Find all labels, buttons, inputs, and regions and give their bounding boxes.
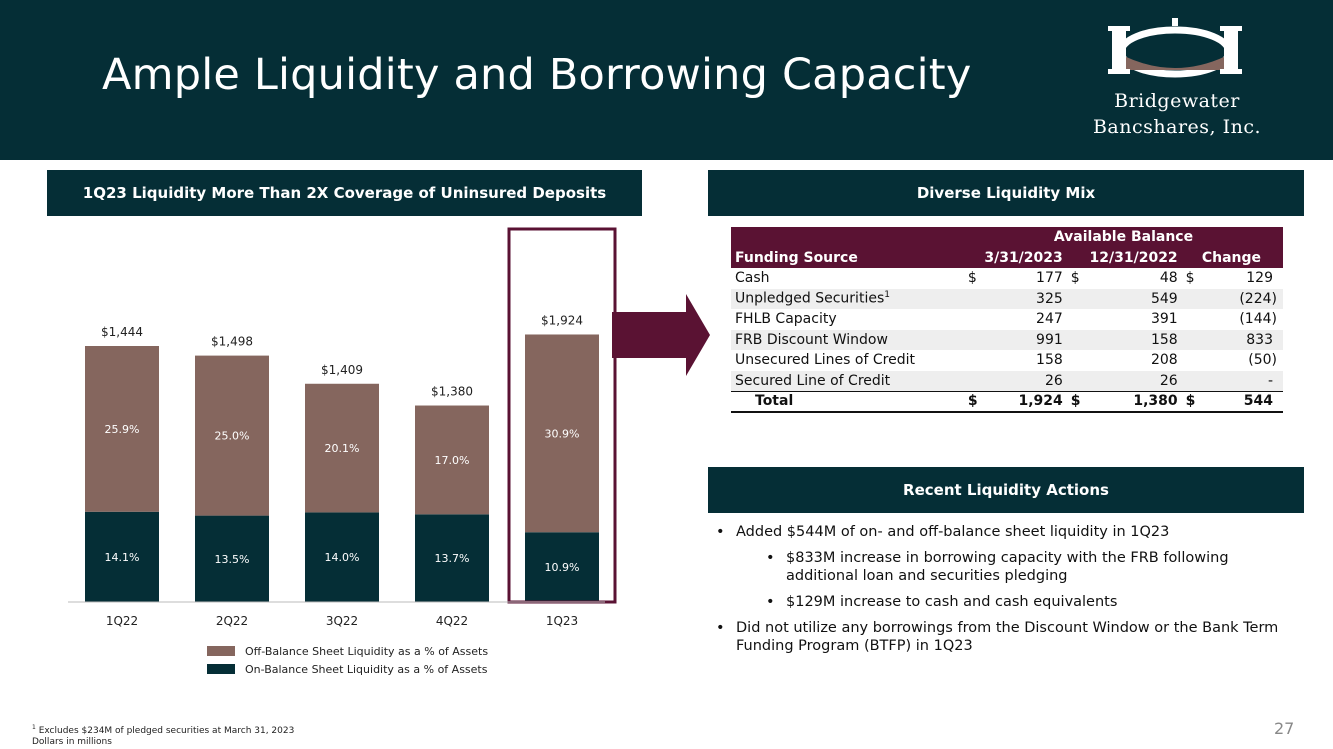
row-source: Unsecured Lines of Credit bbox=[735, 352, 915, 369]
legend-swatch-off-balance bbox=[207, 646, 235, 656]
header-bar bbox=[0, 0, 1333, 160]
row-currency bbox=[964, 371, 982, 392]
bullet-text: $129M increase to cash and cash equivalents bbox=[786, 594, 1118, 610]
liquidity-mix-table bbox=[731, 227, 1283, 413]
total-currency: $ bbox=[1182, 391, 1200, 412]
row-currency bbox=[964, 289, 982, 310]
x-tick-label: 2Q22 bbox=[215, 614, 249, 628]
row-source: Unpledged Securities$^1$ bbox=[731, 289, 964, 310]
legend-label-off-balance: Off-Balance Sheet Liquidity as a % of Assets bbox=[245, 644, 489, 658]
table-row bbox=[731, 371, 1283, 392]
legend-swatch-on-balance bbox=[207, 664, 235, 674]
data-label-total: $1,380 bbox=[431, 384, 473, 399]
page-number: 27 bbox=[1274, 719, 1295, 738]
table-total-row bbox=[731, 391, 1283, 412]
table-row bbox=[731, 268, 1283, 289]
right-arrow-icon bbox=[612, 294, 710, 376]
row-currency bbox=[1067, 350, 1085, 371]
data-label-total: $1,924 bbox=[541, 313, 583, 328]
liquidity-mix-title: Diverse Liquidity Mix bbox=[916, 184, 1096, 202]
x-tick-label: 1Q22 bbox=[105, 614, 139, 628]
bullet-text: Did not utilize any borrowings from the Discount Window or the Bank Term Funding Program (BTFP) in 1Q23 bbox=[736, 620, 1279, 654]
row-value-2022: 26 bbox=[1085, 371, 1182, 392]
row-currency bbox=[1182, 309, 1200, 330]
row-currency bbox=[1182, 371, 1200, 392]
row-currency bbox=[1182, 330, 1200, 351]
data-label-total: $1,409 bbox=[321, 362, 363, 377]
col-12-31-2022: 12/31/2022 bbox=[1067, 248, 1182, 269]
data-label-on-balance: 10.9% bbox=[544, 561, 580, 575]
table-row bbox=[731, 350, 1283, 371]
row-currency bbox=[964, 309, 982, 330]
table-row bbox=[731, 289, 1283, 310]
total-label: Total bbox=[731, 391, 964, 412]
row-currency bbox=[1067, 289, 1085, 310]
liquidity-actions-title: Recent Liquidity Actions bbox=[903, 481, 1109, 499]
row-value-2022: 549 bbox=[1085, 289, 1182, 310]
x-tick-label: 3Q22 bbox=[325, 614, 359, 628]
footnote bbox=[32, 722, 294, 748]
col-change: Change bbox=[1182, 248, 1283, 269]
data-label-on-balance: 14.0% bbox=[324, 551, 360, 565]
row-source: Secured Line of Credit bbox=[731, 371, 964, 392]
table-group-header-row bbox=[731, 227, 1283, 248]
total-currency: $ bbox=[1067, 391, 1085, 412]
bullet-icon: • bbox=[716, 620, 725, 636]
bullet-text: Added $544M of on- and off-balance sheet liquidity in 1Q23 bbox=[736, 524, 1170, 540]
liquidity-stacked-bar-chart bbox=[60, 220, 620, 635]
col-3-31-2023: 3/31/2023 bbox=[964, 248, 1067, 269]
list-item bbox=[766, 549, 1296, 585]
row-currency bbox=[1182, 289, 1200, 310]
row-currency: $ bbox=[1185, 270, 1195, 287]
logo-line-1: Bridgewater bbox=[1114, 90, 1240, 112]
row-value-change: (144) bbox=[1239, 311, 1277, 328]
row-value-2022: 48 bbox=[1159, 270, 1178, 287]
row-value-2022: 391 bbox=[1150, 311, 1178, 328]
row-value-2023: 247 bbox=[1036, 311, 1063, 328]
row-value-2023: 325 bbox=[982, 289, 1067, 310]
liquidity-actions-header bbox=[708, 467, 1304, 513]
bullet-text: $833M increase in borrowing capacity with the FRB following additional loan and securities pledging bbox=[786, 550, 1229, 584]
list-item bbox=[716, 619, 1296, 655]
x-tick-label: 4Q22 bbox=[435, 614, 469, 628]
data-label-off-balance: 25.0% bbox=[214, 429, 250, 443]
data-label-total: $1,498 bbox=[211, 334, 253, 349]
bullet-icon: • bbox=[766, 594, 775, 610]
data-label-on-balance: 13.7% bbox=[434, 552, 470, 566]
table-header-row bbox=[731, 248, 1283, 269]
row-value-2022: 158 bbox=[1085, 330, 1182, 351]
available-balance-header: Available Balance bbox=[964, 227, 1283, 248]
row-currency bbox=[964, 350, 982, 371]
row-value-2023: 158 bbox=[1036, 352, 1063, 369]
x-tick-label: 1Q23 bbox=[545, 614, 579, 628]
list-item bbox=[716, 523, 1296, 541]
row-value-2023: 177 bbox=[1036, 270, 1063, 287]
table-row bbox=[731, 330, 1283, 351]
row-value-2023: 26 bbox=[982, 371, 1067, 392]
row-value-change: (50) bbox=[1248, 352, 1277, 369]
chart-section-header bbox=[47, 170, 642, 216]
row-currency bbox=[1182, 350, 1200, 371]
row-currency: $ bbox=[1070, 270, 1080, 287]
row-value-change: - bbox=[1199, 371, 1283, 392]
bullet-icon: • bbox=[716, 524, 725, 540]
total-value-change: 544 bbox=[1199, 391, 1283, 412]
chart-legend bbox=[207, 642, 488, 678]
list-item bbox=[766, 593, 1296, 611]
row-currency bbox=[1067, 309, 1085, 330]
row-value-2023: 991 bbox=[982, 330, 1067, 351]
data-label-on-balance: 14.1% bbox=[104, 550, 140, 564]
table-row bbox=[731, 309, 1283, 330]
legend-label-on-balance: On-Balance Sheet Liquidity as a % of Assets bbox=[245, 662, 488, 676]
bank-logo bbox=[1062, 14, 1292, 144]
row-value-change: (224) bbox=[1199, 289, 1283, 310]
row-value-change: 129 bbox=[1246, 270, 1273, 287]
row-currency bbox=[1067, 371, 1085, 392]
row-source: FHLB Capacity bbox=[735, 311, 837, 328]
row-value-change: 833 bbox=[1199, 330, 1283, 351]
chart-section-title: 1Q23 Liquidity More Than 2X Coverage of Uninsured Deposits bbox=[82, 184, 607, 202]
liquidity-actions-list bbox=[716, 523, 1296, 663]
data-label-off-balance: 20.1% bbox=[324, 442, 360, 456]
bullet-icon: • bbox=[766, 550, 775, 566]
legend-item-off-balance bbox=[207, 642, 488, 660]
total-value-2022: 1,380 bbox=[1085, 391, 1182, 412]
data-label-off-balance: 30.9% bbox=[544, 427, 580, 441]
row-currency bbox=[964, 330, 982, 351]
row-currency bbox=[1067, 330, 1085, 351]
footnote-line-1: $^1$ Excludes $234M of pledged securities at March 31, 2023 bbox=[32, 724, 295, 736]
data-label-on-balance: 13.5% bbox=[214, 552, 250, 566]
row-currency: $ bbox=[967, 270, 977, 287]
page-title: Ample Liquidity and Borrowing Capacity bbox=[102, 50, 972, 100]
data-label-off-balance: 17.0% bbox=[434, 453, 470, 467]
footnote-marker: 1 bbox=[884, 290, 890, 301]
data-label-total: $1,444 bbox=[101, 325, 143, 339]
footnote-line-2: Dollars in millions bbox=[32, 737, 112, 747]
data-label-off-balance: 25.9% bbox=[104, 422, 140, 436]
row-value-2022: 208 bbox=[1150, 352, 1178, 369]
total-value-2023: 1,924 bbox=[982, 391, 1067, 412]
legend-item-on-balance bbox=[207, 660, 488, 678]
total-currency: $ bbox=[964, 391, 982, 412]
logo-line-2: Bancshares, Inc. bbox=[1092, 116, 1262, 138]
row-source: Cash bbox=[735, 270, 770, 287]
liquidity-mix-header bbox=[708, 170, 1304, 216]
col-funding-source: Funding Source bbox=[731, 248, 964, 269]
logo-emblem-icon bbox=[1062, 14, 1292, 86]
row-source: FRB Discount Window bbox=[731, 330, 964, 351]
